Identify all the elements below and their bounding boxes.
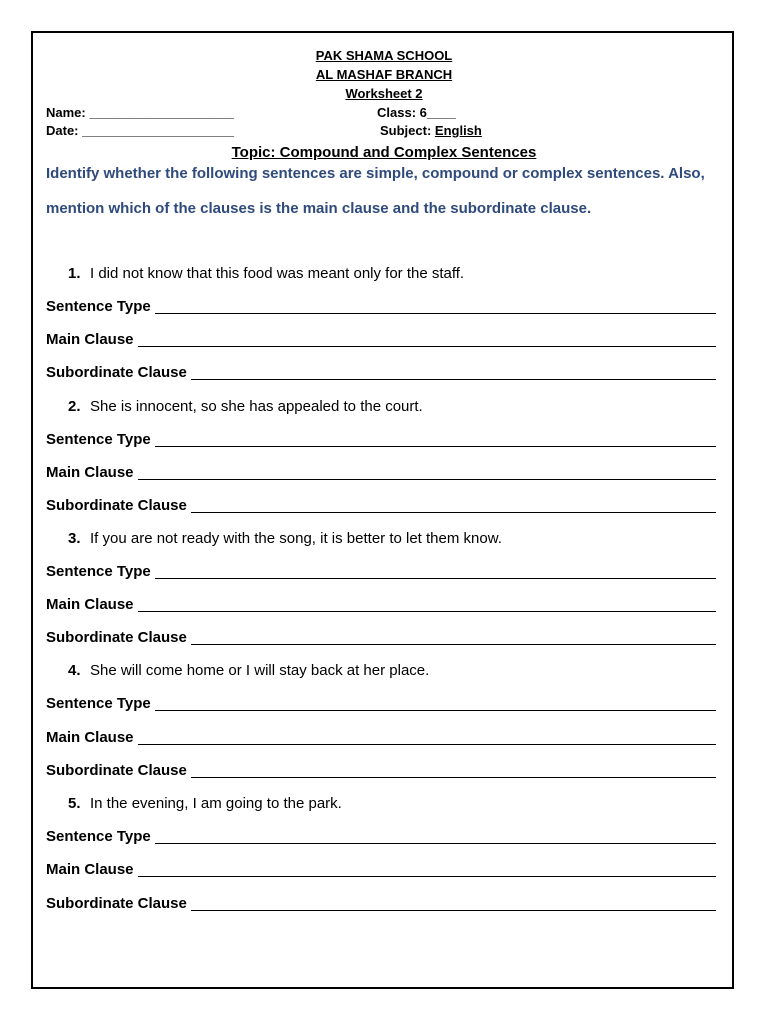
subordinate-clause-label: Subordinate Clause [46,629,187,646]
question-5 [68,794,342,814]
name-field: Name: ____________________ [46,105,234,120]
main-clause-row-1 [46,330,716,350]
question-text: She will come home or I will stay back at her place. [90,662,430,679]
main-clause-row-3 [46,595,716,615]
sentence-type-label: Sentence Type [46,695,151,712]
sentence-type-label: Sentence Type [46,563,151,580]
question-number: 1. [68,265,81,282]
subordinate-clause-label: Subordinate Clause [46,364,187,381]
sentence-type-row-1 [46,297,716,317]
sentence-type-row-5 [46,827,716,847]
question-2 [68,397,423,417]
main-clause-row-5 [46,860,716,880]
subordinate-clause-line [191,644,716,645]
subordinate-clause-label: Subordinate Clause [46,497,187,514]
sentence-type-line [155,578,716,579]
sentence-type-line [155,313,716,314]
subordinate-clause-line [191,910,716,911]
question-text: If you are not ready with the song, it is better to let them know. [90,530,502,547]
main-clause-line [138,346,716,347]
main-clause-label: Main Clause [46,464,134,481]
subordinate-clause-row-1 [46,363,716,383]
class-field: Class: 6____ [377,105,456,120]
question-number: 3. [68,530,81,547]
subordinate-clause-row-4 [46,761,716,781]
main-clause-label: Main Clause [46,596,134,613]
instruction-line-1: Identify whether the following sentences are simple, compound or complex sentences. Also, [46,165,705,182]
question-number: 5. [68,795,81,812]
sentence-type-label: Sentence Type [46,828,151,845]
main-clause-line [138,479,716,480]
question-text: I did not know that this food was meant only for the staff. [90,265,465,282]
sentence-type-line [155,843,716,844]
school-name: PAK SHAMA SCHOOL [315,48,453,63]
question-text: She is innocent, so she has appealed to the court. [90,398,423,415]
date-field: Date: _____________________ [46,123,234,138]
main-clause-label: Main Clause [46,861,134,878]
main-clause-line [138,876,716,877]
main-clause-label: Main Clause [46,331,134,348]
sentence-type-label: Sentence Type [46,431,151,448]
question-text: In the evening, I am going to the park. [90,795,342,812]
subordinate-clause-line [191,512,716,513]
sentence-type-row-3 [46,562,716,582]
sentence-type-row-4 [46,694,716,714]
main-clause-row-4 [46,728,716,748]
subordinate-clause-row-3 [46,628,716,648]
subordinate-clause-line [191,379,716,380]
question-1 [68,264,464,284]
sentence-type-label: Sentence Type [46,298,151,315]
main-clause-line [138,744,716,745]
sentence-type-line [155,710,716,711]
subordinate-clause-label: Subordinate Clause [46,762,187,779]
subject-label: Subject: [380,123,435,138]
subject-field [380,123,482,139]
question-3 [68,529,502,549]
subordinate-clause-label: Subordinate Clause [46,895,187,912]
question-4 [68,661,429,681]
question-number: 2. [68,398,81,415]
instruction-line-2: mention which of the clauses is the main clause and the subordinate clause. [46,200,592,217]
subordinate-clause-line [191,777,716,778]
topic-heading: Topic: Compound and Complex Sentences [231,144,537,161]
sentence-type-line [155,446,716,447]
main-clause-line [138,611,716,612]
subordinate-clause-row-2 [46,496,716,516]
main-clause-label: Main Clause [46,729,134,746]
branch-name: AL MASHAF BRANCH [315,67,453,82]
subordinate-clause-row-5 [46,894,716,914]
sentence-type-row-2 [46,430,716,450]
worksheet-title: Worksheet 2 [345,86,423,101]
question-number: 4. [68,662,81,679]
subject-value: English [434,123,482,138]
main-clause-row-2 [46,463,716,483]
